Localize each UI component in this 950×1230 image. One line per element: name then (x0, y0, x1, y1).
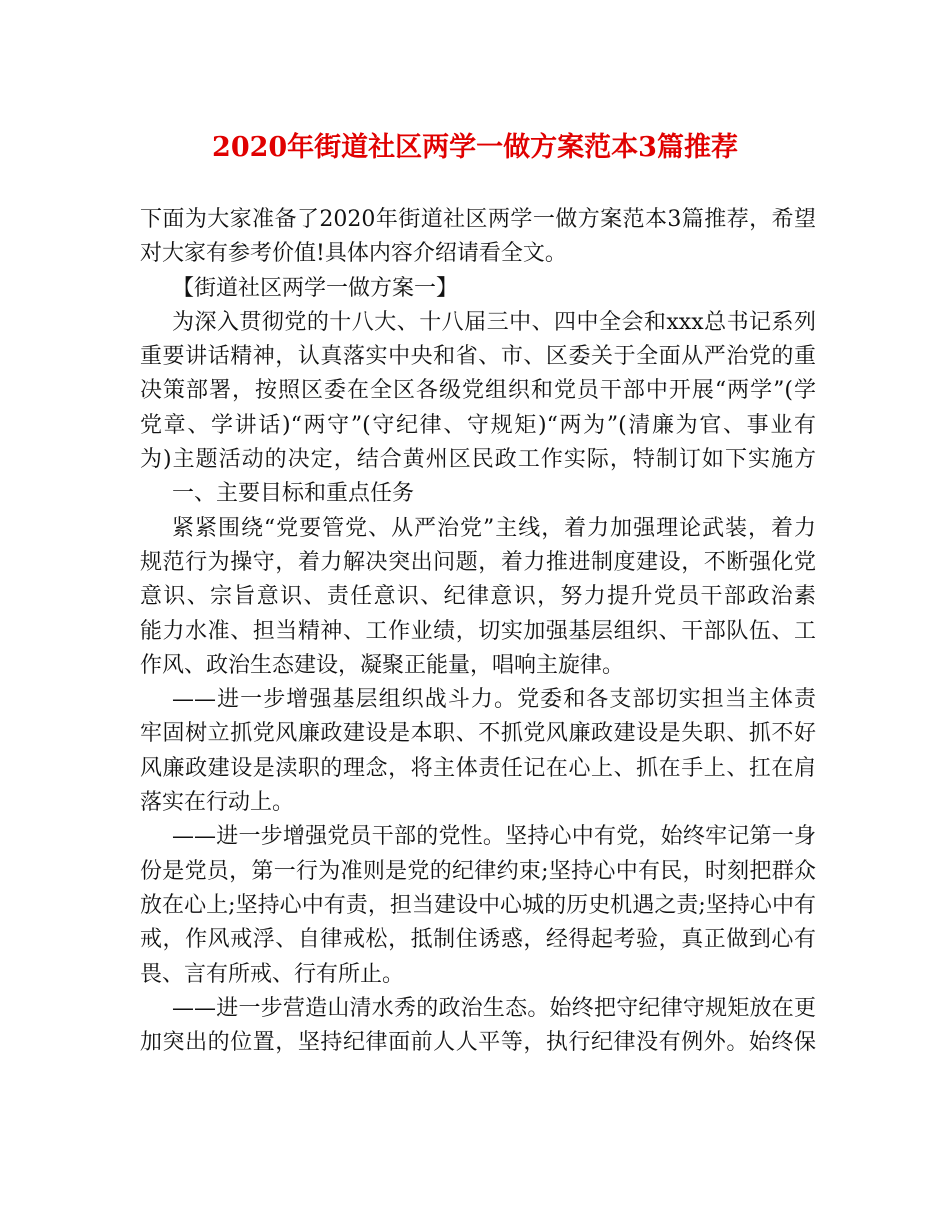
body-line: ——进一步增强党员干部的党性。坚持心中有党，始终牢记第一身 (172, 824, 816, 850)
body-line: 为深入贯彻党的十八大、十八届三中、四中全会和xxx总书记系列 (172, 309, 816, 335)
body-line: 党章、学讲话)“两守”(守纪律、守规矩)“两为”(清廉为官、事业有 (140, 412, 816, 438)
body-line: 戒，作风戒浮、自律戒松，抵制住诱惑，经得起考验，真正做到心有 (140, 927, 816, 953)
body-line: 能力水准、担当精神、工作业绩，切实加强基层组织、干部队伍、工 (140, 618, 816, 644)
body-line: ——进一步增强基层组织战斗力。党委和各支部切实担当主体责 (172, 687, 816, 713)
body-line: 紧紧围绕“党要管党、从严治党”主线，着力加强理论武装，着力 (172, 515, 816, 541)
body-line: 加突出的位置，坚持纪律面前人人平等，执行纪律没有例外。始终保 (140, 1030, 816, 1056)
body-line: 风廉政建设是渎职的理念，将主体责任记在心上、抓在手上、扛在肩 (140, 755, 816, 781)
body-line: 决策部署，按照区委在全区各级党组织和党员干部中开展“两学”(学 (140, 378, 816, 404)
body-line: 畏、言有所戒、行有所止。 (140, 961, 405, 987)
body-line: 下面为大家准备了2020年街道社区两学一做方案范本3篇推荐，希望 (140, 207, 816, 232)
body-line: 作风、政治生态建设，凝聚正能量，唱响主旋律。 (140, 652, 625, 678)
body-line: 放在心上;坚持心中有责，担当建设中心城的历史机遇之责;坚持心中有 (140, 892, 816, 918)
body-line: ——进一步营造山清水秀的政治生态。始终把守纪律守规矩放在更 (172, 995, 816, 1021)
body-line: 为)主题活动的决定，结合黄州区民政工作实际，特制订如下实施方 (140, 447, 816, 473)
body-line: 一、主要目标和重点任务 (172, 481, 415, 507)
body-line: 落实在行动上。 (140, 790, 295, 816)
document-title: 2020年街道社区两学一做方案范本3篇推荐 (212, 132, 738, 163)
body-line: 对大家有参考价值!具体内容介绍请看全文。 (140, 241, 567, 267)
body-line: 【街道社区两学一做方案一】 (172, 275, 459, 301)
body-line: 牢固树立抓党风廉政建设是本职、不抓党风廉政建设是失职、抓不好 (140, 721, 816, 747)
document-body (140, 203, 816, 1060)
body-line: 重要讲话精神，认真落实中央和省、市、区委关于全面从严治党的重 (140, 344, 816, 370)
body-line: 份是党员，第一行为准则是党的纪律约束;坚持心中有民，时刻把群众 (140, 858, 816, 884)
body-line: 规范行为操守，着力解决突出问题，着力推进制度建设，不断强化党 (140, 549, 816, 575)
body-line: 意识、宗旨意识、责任意识、纪律意识，努力提升党员干部政治素 (140, 584, 816, 610)
